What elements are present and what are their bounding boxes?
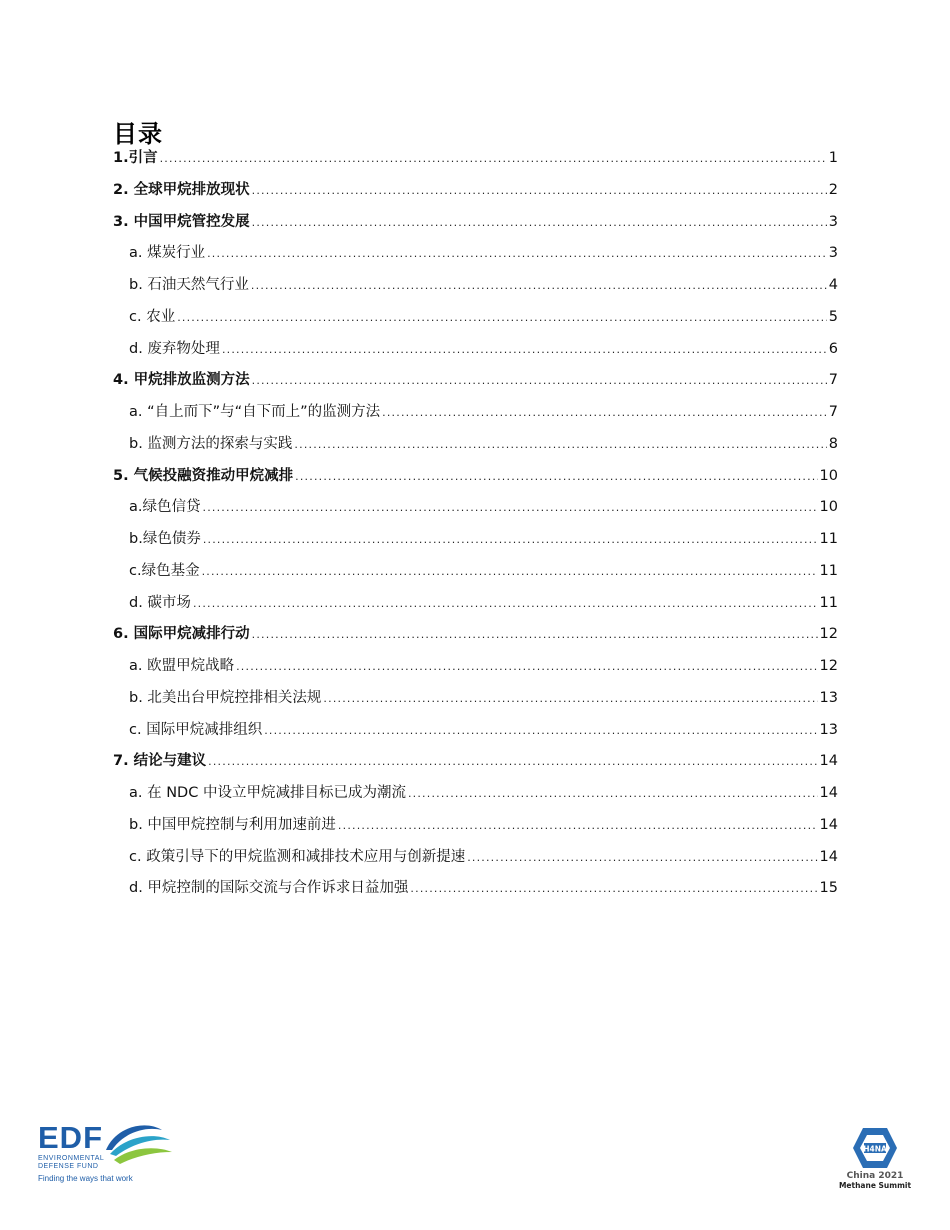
toc-dot-leader [323,683,817,715]
toc-entry-label: d. 甲烷控制的国际交流与合作诉求日益加强 [129,880,409,897]
toc-dot-leader [202,556,818,588]
toc-dot-leader [208,746,817,778]
toc-entry-label: a. 煤炭行业 [129,245,206,262]
toc-subsection-link[interactable] [113,588,838,620]
toc-subsection-link[interactable] [113,873,838,905]
toc-page-number: 11 [819,531,838,547]
toc-entry-label: 3. 中国甲烷管控发展 [113,213,250,230]
toc-dot-leader [236,651,817,683]
toc-entry-label: b. 中国甲烷控制与利用加速前进 [129,816,336,833]
toc-dot-leader [264,715,817,747]
toc-dot-leader [207,238,827,270]
methane-summit-mark-icon [851,1126,899,1170]
toc-dot-leader [193,588,818,620]
toc-subsection-link[interactable] [113,270,838,302]
toc-dot-leader [338,810,818,842]
edf-wordmark: EDF [38,1120,103,1155]
toc-dot-leader [252,207,827,239]
toc-subsection-link[interactable] [113,778,838,810]
toc-subsection-link[interactable] [113,334,838,366]
toc-dot-leader [410,873,817,905]
toc-subsection-link[interactable] [113,397,838,429]
toc-page-number: 13 [819,689,838,706]
table-of-contents [113,143,838,905]
summit-year: China 2021 [846,1171,904,1181]
toc-page-number: 10 [819,467,838,484]
toc-entry-label: d. 废弃物处理 [129,340,220,357]
edf-tagline: Finding the ways that work [38,1174,133,1183]
toc-page-number: 8 [828,435,838,452]
toc-section-link[interactable] [113,461,838,493]
methane-summit-logo [838,1126,912,1194]
toc-page-number: 7 [828,404,838,420]
toc-page-number: 10 [819,499,838,516]
toc-page-number: 15 [819,880,838,897]
toc-page-number: 14 [819,785,838,801]
toc-subsection-link[interactable] [113,524,838,556]
toc-entry-label: 6. 国际甲烷减排行动 [113,626,250,643]
toc-page-number: 3 [828,245,838,262]
summit-name: Methane Summit [838,1181,912,1190]
toc-subsection-link[interactable] [113,651,838,683]
toc-dot-leader [382,397,827,429]
toc-dot-leader [177,302,827,334]
toc-dot-leader [203,492,818,524]
toc-entry-label: 7. 结论与建议 [113,753,207,770]
toc-entry-label: b. 石油天然气行业 [129,277,249,293]
toc-entry-label: d. 碳市场 [129,594,191,611]
toc-subsection-link[interactable] [113,556,838,588]
toc-entry-label: a. 欧盟甲烷战略 [129,658,235,674]
toc-page-number: 5 [828,308,838,325]
toc-page-number: 14 [819,816,838,833]
toc-subsection-link[interactable] [113,715,838,747]
toc-page-number: 6 [828,340,838,357]
toc-dot-leader [408,778,818,810]
toc-section-link[interactable] [113,143,838,175]
toc-page-number: 2 [828,181,838,198]
toc-page-number: 1 [828,150,838,166]
toc-entry-label: b. 北美出台甲烷控排相关法规 [129,689,322,706]
toc-dot-leader [294,429,826,461]
toc-entry-label: c.绿色基金 [129,562,200,579]
toc-section-link[interactable] [113,207,838,239]
toc-page-number: 14 [819,848,838,865]
toc-entry-label: c. 政策引导下的甲烷监测和减排技术应用与创新提速 [129,848,466,865]
toc-page-number: 13 [819,721,838,738]
toc-entry-label: 4. 甲烷排放监测方法 [113,372,250,389]
toc-entry-label: b.绿色债券 [129,531,201,547]
toc-dot-leader [252,619,818,651]
toc-section-link[interactable] [113,746,838,778]
toc-dot-leader [251,270,827,302]
toc-page-number: 7 [828,372,838,389]
summit-mark-text: H4NA [863,1144,887,1154]
toc-dot-leader [295,461,817,493]
toc-entry-label: a.绿色信贷 [129,499,201,516]
toc-subsection-link[interactable] [113,842,838,874]
toc-dot-leader [203,524,818,556]
edf-name: ENVIRONMENTAL DEFENSE FUND [38,1155,105,1170]
toc-entry-label: c. 农业 [129,308,176,325]
toc-dot-leader [222,334,827,366]
toc-page-number: 4 [828,277,838,293]
toc-page-number: 11 [819,562,838,579]
toc-entry-label: 1.引言 [113,150,158,166]
toc-subsection-link[interactable] [113,492,838,524]
toc-section-link[interactable] [113,619,838,651]
toc-dot-leader [467,842,817,874]
toc-entry-label: a. “自上而下”与“自下而上”的监测方法 [129,404,381,420]
toc-subsection-link[interactable] [113,810,838,842]
toc-entry-label: a. 在 NDC 中设立甲烷减排目标已成为潮流 [129,785,406,801]
toc-dot-leader [252,365,827,397]
toc-subsection-link[interactable] [113,238,838,270]
toc-entry-label: c. 国际甲烷减排组织 [129,721,263,738]
toc-page-number: 11 [819,594,838,611]
toc-page-number: 12 [819,658,838,674]
toc-subsection-link[interactable] [113,302,838,334]
toc-section-link[interactable] [113,175,838,207]
toc-subsection-link[interactable] [113,429,838,461]
toc-entry-label: b. 监测方法的探索与实践 [129,435,293,452]
toc-dot-leader [160,143,827,175]
toc-section-link[interactable] [113,365,838,397]
toc-page-number: 14 [819,753,838,770]
toc-page-number: 12 [819,626,838,643]
page-title: 目录 [113,120,163,148]
toc-entry-label: 5. 气候投融资推动甲烷减排 [113,467,294,484]
toc-entry-label: 2. 全球甲烷排放现状 [113,181,250,198]
toc-page-number: 3 [828,213,838,230]
toc-dot-leader [252,175,827,207]
edf-logo [36,1118,176,1186]
toc-subsection-link[interactable] [113,683,838,715]
